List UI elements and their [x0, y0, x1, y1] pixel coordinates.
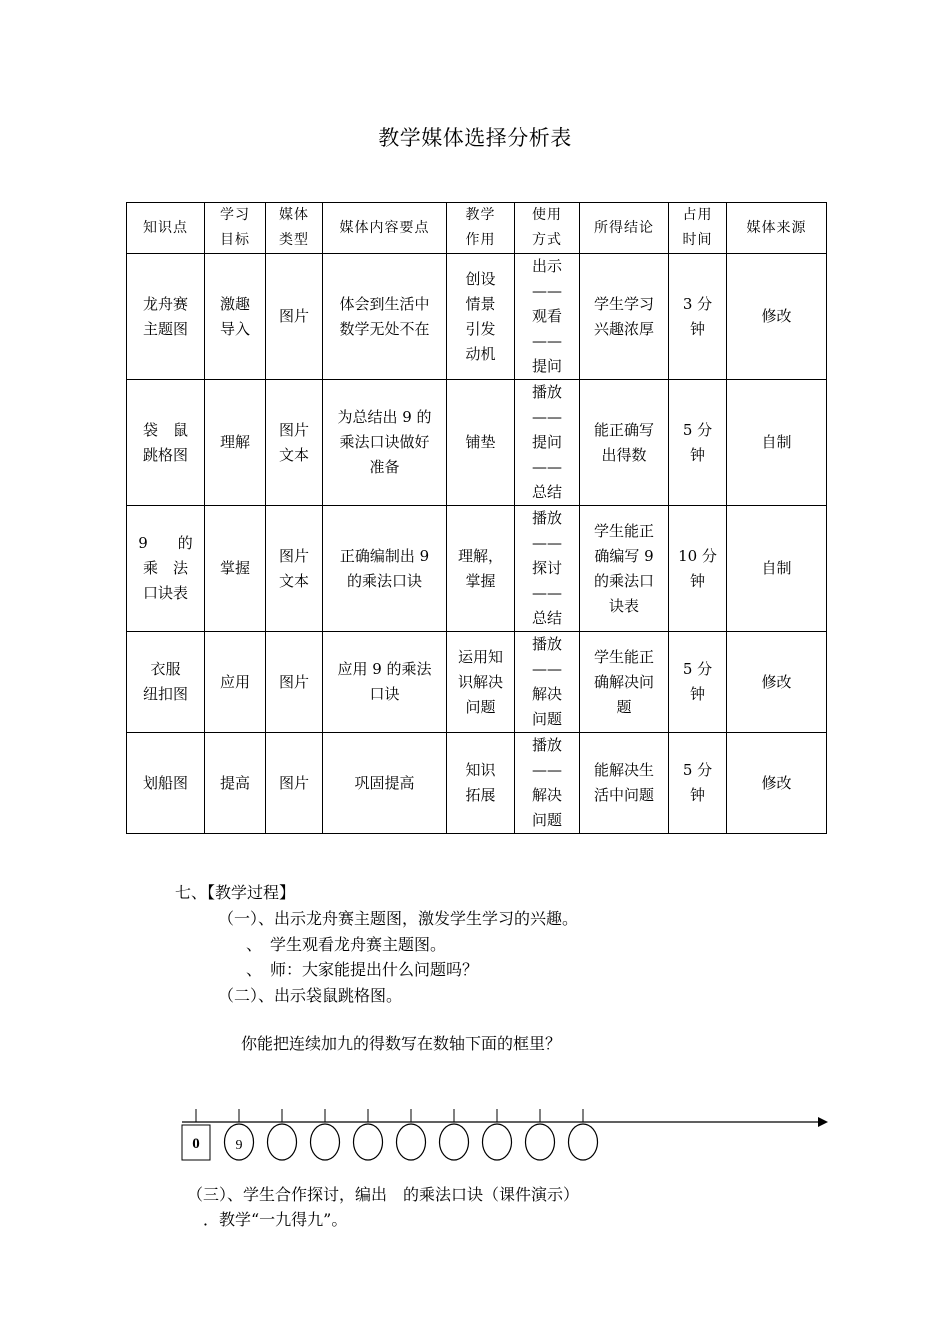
header-cell-text: 媒体内容要点 [339, 219, 430, 236]
cell-source-text: 修改 [761, 307, 792, 325]
cell-usage-text: —— [532, 660, 562, 678]
page-title: 教学媒体选择分析表 [378, 126, 572, 150]
cell-type-text: 图片 [278, 420, 309, 439]
cell-type [266, 733, 323, 834]
table-row [127, 254, 827, 380]
cell-knowledge-text: 衣服 [150, 660, 181, 678]
header-cell-text: 教学 [465, 207, 496, 223]
cell-knowledge-text: 袋 鼠 [142, 420, 188, 439]
cell-content-text: 正确编制出 9 [339, 546, 430, 565]
cell-content-text: 为总结出 9 的 [337, 408, 432, 426]
cell-usage-text: —— [532, 534, 562, 552]
cell-knowledge-text: 9 的 [138, 534, 193, 552]
cell-role [447, 380, 515, 506]
cell-usage-text: —— [532, 584, 562, 602]
cell-source-text: 自制 [761, 433, 792, 451]
cell-knowledge-text: 划船图 [142, 773, 188, 792]
cell-time [669, 733, 727, 834]
cell-knowledge-text: 口诀表 [142, 584, 188, 602]
process-step-2: （二）、出示袋鼠跳格图。 [218, 986, 403, 1005]
cell-role-text: 铺垫 [465, 433, 496, 451]
cell-usage-text: 出示 [531, 257, 562, 275]
cell-type-text: 图片 [278, 307, 309, 325]
cell-content-text: 巩固提高 [354, 773, 415, 792]
cell-goal-text: 提高 [219, 773, 250, 792]
cell-time-text: 5 分 [682, 420, 713, 439]
process-step-1b: 、 师：大家能提出什么问题吗？ [246, 960, 479, 979]
cell-role-text: 理解， [457, 546, 503, 565]
cell-role [447, 733, 515, 834]
header-cell-text: 类型 [279, 232, 309, 248]
cell-usage-text: —— [532, 458, 562, 476]
number-line-question: 你能把连续加九的得数写在数轴下面的框里？ [241, 1034, 562, 1053]
cell-role-text: 引发 [465, 319, 496, 338]
cell-usage-text: 解决 [531, 685, 562, 703]
start-box-label: 0 [192, 1136, 200, 1152]
cell-usage [515, 380, 580, 506]
cell-role-text: 创设 [465, 269, 496, 288]
cell-type-text: 图片 [278, 546, 309, 565]
cell-content-text: 的乘法口诀 [346, 571, 422, 590]
cell-knowledge-text: 主题图 [142, 319, 188, 338]
process-step-3: （三）、学生合作探讨，编出 的乘法口诀（课件演示） [187, 1185, 580, 1204]
answer-circle-label: 9 [235, 1138, 243, 1153]
cell-usage [515, 506, 580, 632]
header-cell [447, 203, 515, 254]
cell-type-text: 图片 [278, 773, 309, 792]
cell-type-text: 文本 [278, 571, 309, 590]
header-cell [515, 203, 580, 254]
cell-goal [205, 254, 266, 380]
cell-role [447, 632, 515, 733]
cell-content [323, 380, 447, 506]
table-row [127, 632, 827, 733]
cell-goal [205, 733, 266, 834]
header-cell-text: 方式 [532, 232, 562, 248]
cell-role-text: 识解决 [457, 672, 503, 691]
cell-role-text: 问题 [465, 697, 496, 716]
cell-usage-text: —— [532, 282, 562, 300]
cell-role-text: 运用知 [457, 647, 503, 666]
cell-conclusion [580, 733, 669, 834]
cell-knowledge [127, 506, 205, 632]
cell-time-text: 3 分 [682, 294, 713, 313]
cell-time-text: 钟 [689, 786, 705, 804]
answer-circle [268, 1124, 297, 1160]
cell-usage-text: 提问 [531, 433, 562, 451]
cell-usage [515, 632, 580, 733]
answer-circle [354, 1124, 383, 1160]
cell-conclusion-text: 兴趣浓厚 [593, 319, 654, 338]
cell-usage-text: 问题 [531, 710, 562, 728]
cell-time-text: 5 分 [682, 761, 713, 779]
table-row [127, 733, 827, 834]
table-header-row [127, 203, 827, 254]
cell-goal-text: 应用 [219, 672, 250, 691]
cell-time [669, 506, 727, 632]
cell-type [266, 506, 323, 632]
cell-role [447, 506, 515, 632]
header-cell-text: 作用 [465, 232, 496, 248]
cell-source-text: 修改 [761, 773, 792, 792]
cell-type [266, 632, 323, 733]
cell-usage-text: 播放 [531, 635, 562, 653]
cell-goal-text: 理解 [219, 433, 250, 451]
cell-usage-text: —— [532, 332, 562, 350]
cell-knowledge [127, 632, 205, 733]
header-cell-text: 媒体来源 [746, 219, 807, 236]
table-row [127, 506, 827, 632]
cell-content-text: 体会到生活中 [339, 294, 430, 313]
header-cell-text: 时间 [682, 232, 713, 248]
cell-role-text: 情景 [465, 294, 496, 313]
cell-time-text: 钟 [689, 571, 705, 590]
cell-role-text: 动机 [465, 344, 496, 363]
cell-time-text: 钟 [689, 319, 705, 338]
cell-time [669, 632, 727, 733]
cell-usage [515, 733, 580, 834]
header-cell [323, 203, 447, 254]
cell-content [323, 632, 447, 733]
header-cell-text: 使用 [532, 207, 562, 223]
cell-knowledge-text: 乘 法 [142, 559, 188, 577]
header-cell-text: 目标 [220, 232, 250, 248]
cell-type-text: 图片 [278, 672, 309, 691]
cell-time-text: 钟 [689, 685, 705, 703]
process-step-1: （一）、出示龙舟赛主题图，激发学生学习的兴趣。 [218, 909, 579, 928]
process-heading: 七、【教学过程】 [175, 883, 296, 902]
cell-content [323, 254, 447, 380]
cell-goal [205, 380, 266, 506]
cell-time-text: 钟 [689, 445, 705, 464]
header-cell [266, 203, 323, 254]
cell-content-text: 数学无处不在 [339, 319, 430, 338]
cell-conclusion-text: 出得数 [601, 445, 647, 464]
header-cell-text: 占用 [682, 207, 713, 223]
process-step-1a: 、 学生观看龙舟赛主题图。 [246, 935, 447, 954]
answer-circle [483, 1124, 512, 1160]
header-cell [669, 203, 727, 254]
cell-content-text: 乘法口诀做好 [339, 433, 430, 451]
cell-conclusion-text: 学生能正 [593, 647, 654, 666]
cell-usage-text: 播放 [531, 736, 562, 754]
cell-conclusion [580, 380, 669, 506]
cell-conclusion [580, 632, 669, 733]
cell-knowledge-text: 龙舟赛 [142, 294, 188, 313]
header-cell-text: 知识点 [143, 219, 188, 236]
cell-usage-text: —— [532, 761, 562, 779]
cell-role-text: 知识 [465, 761, 496, 779]
cell-conclusion-text: 能解决生 [593, 761, 654, 779]
cell-usage-text: 提问 [531, 357, 562, 375]
cell-usage-text: 播放 [531, 509, 562, 527]
header-cell [205, 203, 266, 254]
cell-conclusion-text: 确编写 9 [594, 546, 654, 565]
cell-role-text: 掌握 [465, 571, 496, 590]
media-analysis-table [126, 202, 827, 834]
cell-source [727, 380, 827, 506]
cell-goal [205, 632, 266, 733]
answer-circle [569, 1124, 598, 1160]
cell-conclusion-text: 题 [616, 697, 632, 716]
cell-knowledge [127, 733, 205, 834]
cell-usage-text: 问题 [531, 811, 562, 829]
cell-content [323, 506, 447, 632]
cell-source [727, 254, 827, 380]
process-step-3a: ．教学“一九得九”。 [203, 1210, 348, 1229]
answer-circle [526, 1124, 555, 1160]
cell-conclusion-text: 活中问题 [593, 786, 654, 804]
cell-role [447, 254, 515, 380]
cell-usage-text: 观看 [531, 307, 562, 325]
cell-type-text: 文本 [278, 445, 309, 464]
cell-conclusion [580, 506, 669, 632]
cell-goal [205, 506, 266, 632]
cell-type [266, 254, 323, 380]
cell-time [669, 254, 727, 380]
cell-source [727, 632, 827, 733]
cell-type [266, 380, 323, 506]
cell-content-text: 口诀 [369, 685, 400, 703]
cell-knowledge [127, 254, 205, 380]
cell-content [323, 733, 447, 834]
cell-usage-text: 总结 [531, 483, 562, 501]
cell-usage-text: —— [532, 408, 562, 426]
cell-conclusion-text: 的乘法口 [593, 571, 654, 590]
cell-conclusion-text: 确解决问 [593, 672, 654, 691]
cell-time [669, 380, 727, 506]
cell-usage-text: 总结 [531, 609, 562, 627]
cell-conclusion-text: 学生能正 [593, 521, 654, 540]
cell-role-text: 拓展 [465, 786, 496, 804]
header-cell-text: 学习 [220, 207, 250, 223]
cell-source-text: 修改 [761, 672, 792, 691]
cell-conclusion-text: 学生学习 [593, 294, 654, 313]
cell-usage-text: 解决 [531, 786, 562, 804]
header-cell-text: 所得结论 [594, 219, 654, 236]
header-cell [727, 203, 827, 254]
cell-content-text: 应用 9 的乘法 [337, 660, 432, 678]
cell-content-text: 准备 [369, 458, 400, 476]
number-line-arrow-icon [818, 1117, 828, 1127]
answer-circle [440, 1124, 469, 1160]
header-cell [127, 203, 205, 254]
cell-knowledge [127, 380, 205, 506]
cell-usage-text: 播放 [531, 383, 562, 401]
cell-source [727, 506, 827, 632]
cell-goal-text: 掌握 [219, 559, 250, 577]
header-cell-text: 媒体 [279, 207, 309, 223]
cell-time-text: 5 分 [682, 660, 713, 678]
cell-source-text: 自制 [761, 559, 792, 577]
cell-conclusion-text: 诀表 [608, 596, 639, 615]
cell-knowledge-text: 跳格图 [142, 445, 188, 464]
cell-usage-text: 探讨 [531, 559, 562, 577]
cell-goal-text: 激趣 [219, 294, 250, 313]
cell-usage [515, 254, 580, 380]
cell-goal-text: 导入 [219, 319, 250, 338]
cell-time-text: 10 分 [678, 546, 717, 565]
number-line-diagram [180, 1105, 840, 1165]
table-row [127, 380, 827, 506]
cell-source [727, 733, 827, 834]
header-cell [580, 203, 669, 254]
cell-knowledge-text: 纽扣图 [142, 685, 188, 703]
answer-circle [311, 1124, 340, 1160]
answer-circle [397, 1124, 426, 1160]
cell-conclusion-text: 能正确写 [593, 420, 654, 439]
cell-conclusion [580, 254, 669, 380]
